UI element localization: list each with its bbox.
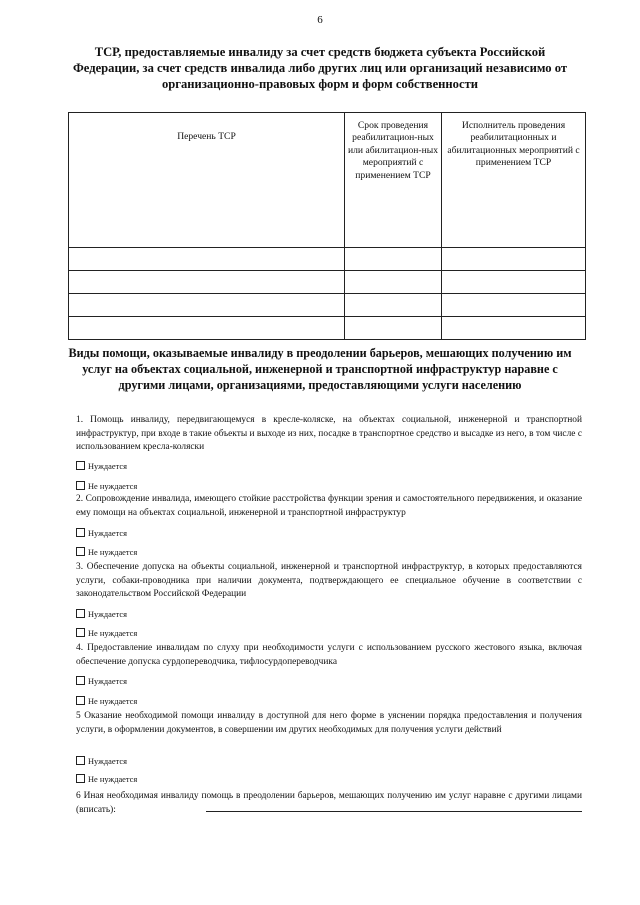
question-3: 3. Обеспечение допуска на объекты социальной, инженерной и транспортной инфраструктур, в которых предоставляются услуги, собаки-проводника при наличии документа, подтверждающего ее специальное обучение в соответствии с законодательством Российской Федерации — [76, 562, 582, 599]
checkbox-icon[interactable] — [76, 528, 85, 537]
table-cell[interactable] — [442, 317, 586, 340]
table-row — [69, 271, 586, 294]
question-2: 2. Сопровождение инвалида, имеющего стойкие расстройства функции зрения и самостоятельного передвижения, и оказание ему помощи на объектах социальной, инженерной и транспортной инфраструктур — [76, 494, 582, 518]
question-6 — [76, 790, 582, 817]
option-label: Не нуждается — [88, 629, 138, 638]
table-cell[interactable] — [345, 271, 442, 294]
option-not-needs-5[interactable] — [76, 774, 137, 785]
checkbox-icon[interactable] — [76, 609, 85, 618]
header-tsr-list: Перечень ТСР — [69, 113, 345, 248]
option-label: Нуждается — [88, 757, 127, 766]
table-cell[interactable] — [345, 317, 442, 340]
option-needs-5[interactable] — [76, 756, 127, 767]
table-row — [69, 317, 586, 340]
question-4: 4. Предоставление инвалидам по слуху при необходимости услуги с использованием русского жестового языка, включая обеспечение допуска сурдопереводчика, тифлосурдопереводчика — [76, 643, 582, 667]
option-needs-3[interactable] — [76, 609, 127, 620]
table-row — [69, 294, 586, 317]
option-needs-1[interactable] — [76, 461, 127, 472]
checkbox-icon[interactable] — [76, 461, 85, 470]
option-label: Не нуждается — [88, 775, 138, 784]
page-number: 6 — [317, 14, 323, 26]
option-not-needs-3[interactable] — [76, 628, 137, 639]
option-needs-4[interactable] — [76, 676, 127, 687]
option-label: Не нуждается — [88, 482, 138, 491]
header-executor: Исполнитель проведения реабилитационных и абилитационных мероприятий с применением ТСР — [442, 113, 586, 248]
section-title-tsr: ТСР, предоставляемые инвалиду за счет средств бюджета субъекта Российской Федерации, за счет средств инвалида либо других лиц или организаций независимо от организационно-правовых форм и форм собственности — [72, 45, 568, 91]
option-label: Нуждается — [88, 677, 127, 686]
checkbox-icon[interactable] — [76, 547, 85, 556]
table-cell[interactable] — [69, 271, 345, 294]
question-1: 1. Помощь инвалиду, передвигающемуся в кресле-коляске, на объектах социальной, инженерной и транспортной инфраструктур, при входе в такие объекты и выходе из них, посадке в транспортное средство и высадке из него, в том числе с использованием кресла-коляски — [76, 415, 582, 452]
option-label: Нуждается — [88, 462, 127, 471]
checkbox-icon[interactable] — [76, 696, 85, 705]
checkbox-icon[interactable] — [76, 774, 85, 783]
option-label: Не нуждается — [88, 548, 138, 557]
table-header-row — [69, 113, 586, 248]
section-title-assistance: Виды помощи, оказываемые инвалиду в преодолении барьеров, мешающих получению им услуг на объектах социальной, инженерной и транспортной инфраструктур наравне с другими лицами, организациями, предоставляющими услуги населению — [68, 346, 572, 392]
checkbox-icon[interactable] — [76, 756, 85, 765]
option-label: Нуждается — [88, 529, 127, 538]
table-cell[interactable] — [345, 294, 442, 317]
option-not-needs-4[interactable] — [76, 696, 137, 707]
option-not-needs-2[interactable] — [76, 547, 137, 558]
table-row — [69, 248, 586, 271]
checkbox-icon[interactable] — [76, 628, 85, 637]
question-5: 5 Оказание необходимой помощи инвалиду в доступной для него форме в уяснении порядка предоставления и получения услуги, в оформлении документов, в совершении им других необходимых для получения услуги действий — [76, 711, 582, 735]
table-cell[interactable] — [442, 248, 586, 271]
checkbox-icon[interactable] — [76, 676, 85, 685]
table-cell[interactable] — [69, 294, 345, 317]
question-6-text: 6 Иная необходимая инвалиду помощь в преодолении барьеров, мешающих получению им услуг наравне с другими лицами (вписать): — [76, 791, 582, 815]
option-label: Не нуждается — [88, 697, 138, 706]
option-not-needs-1[interactable] — [76, 481, 137, 492]
option-needs-2[interactable] — [76, 528, 127, 539]
table-cell[interactable] — [345, 248, 442, 271]
checkbox-icon[interactable] — [76, 481, 85, 490]
write-in-line[interactable] — [206, 811, 582, 812]
table-cell[interactable] — [69, 248, 345, 271]
table-cell[interactable] — [69, 317, 345, 340]
header-term: Срок проведения реабилитацион-ных или абилитацион-ных мероприятий с применением ТСР — [345, 113, 442, 248]
table-cell[interactable] — [442, 294, 586, 317]
option-label: Нуждается — [88, 610, 127, 619]
table-cell[interactable] — [442, 271, 586, 294]
tsr-table — [68, 112, 586, 340]
